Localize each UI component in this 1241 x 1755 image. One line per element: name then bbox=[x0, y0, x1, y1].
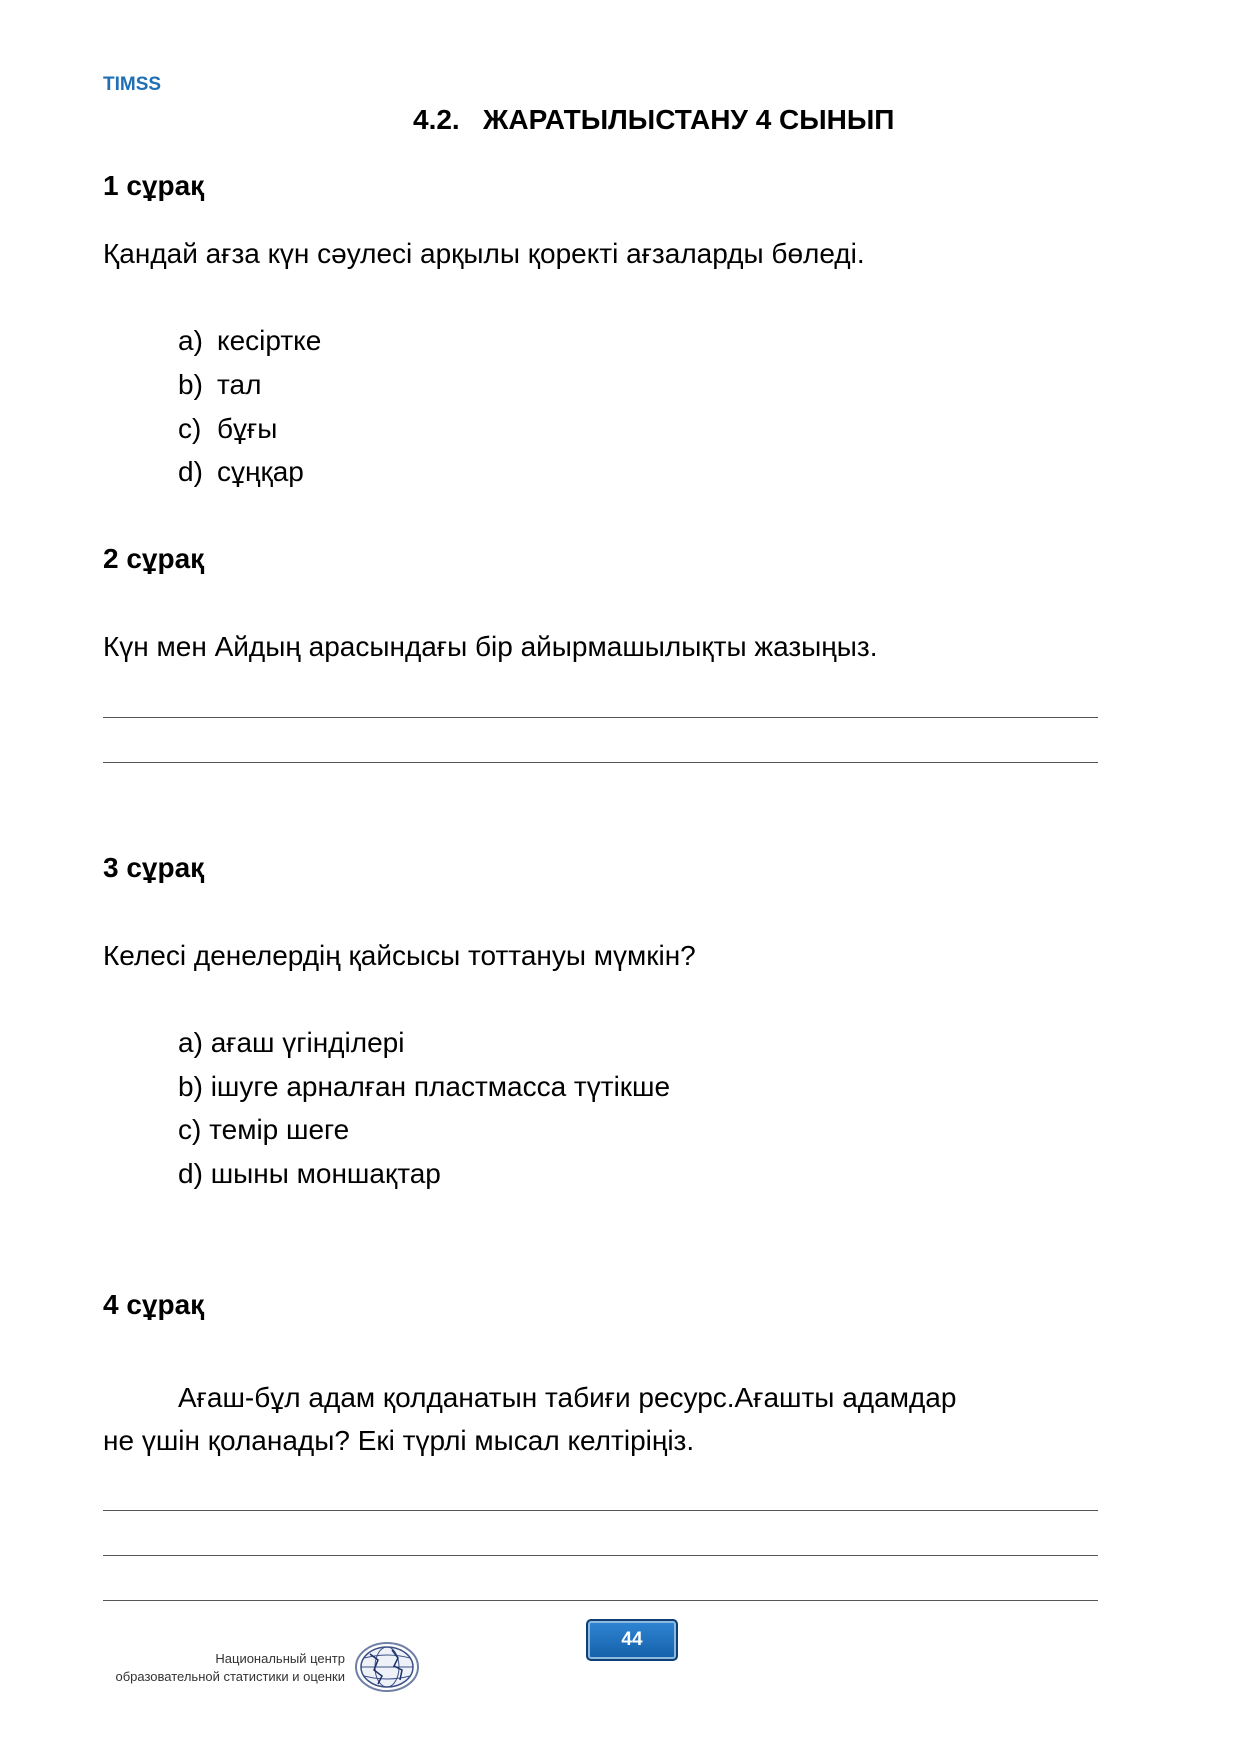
question-4-heading: 4 сұрақ bbox=[103, 1289, 205, 1320]
question-3-option-a bbox=[178, 1027, 404, 1059]
question-3-heading: 3 сұрақ bbox=[103, 852, 205, 883]
organization-name bbox=[100, 1650, 345, 1686]
brand-label: TIMSS bbox=[103, 74, 162, 95]
option-text: темір шеге bbox=[209, 1114, 350, 1145]
organization-name-line-2: образовательной статистики и оценки bbox=[115, 1669, 345, 1684]
question-2-text: Күн мен Айдың арасындағы бір айырмашылықты жазыңыз. bbox=[103, 631, 878, 662]
option-text: тал bbox=[217, 369, 262, 400]
question-1-option-a bbox=[178, 325, 321, 357]
question-4-text-line-2: не үшін қоланады? Екі түрлі мысал келтіріңіз. bbox=[103, 1425, 695, 1456]
question-3-option-c bbox=[178, 1114, 349, 1146]
answer-line bbox=[103, 1510, 1098, 1511]
option-text: ағаш үгінділері bbox=[210, 1027, 405, 1058]
option-label: d) bbox=[178, 1158, 203, 1189]
globe-logo-icon bbox=[354, 1640, 420, 1694]
question-3-option-b bbox=[178, 1071, 670, 1103]
title-number: 4.2. bbox=[413, 104, 460, 135]
option-label: b) bbox=[178, 369, 203, 400]
option-label: d) bbox=[178, 456, 203, 487]
option-text: кесіртке bbox=[217, 325, 322, 356]
question-1-text: Қандай ағза күн сәулесі арқылы қоректі ағзаларды бөледі. bbox=[103, 238, 865, 269]
option-label: c) bbox=[178, 1114, 202, 1145]
answer-line bbox=[103, 762, 1098, 763]
organization-name-line-1: Национальный центр bbox=[215, 1651, 345, 1666]
question-1-option-d bbox=[178, 456, 304, 488]
question-3-text: Келесі денелердің қайсысы тоттануы мүмкін? bbox=[103, 940, 696, 971]
question-2-heading: 2 сұрақ bbox=[103, 543, 205, 574]
answer-line bbox=[103, 717, 1098, 718]
question-1-option-b bbox=[178, 369, 261, 401]
option-text: сұңқар bbox=[217, 456, 304, 487]
option-label: c) bbox=[178, 413, 202, 444]
page-number-badge: 44 bbox=[586, 1619, 678, 1661]
question-1-option-c bbox=[178, 413, 277, 445]
option-text: ішуге арналған пластмасса түтікше bbox=[210, 1071, 671, 1102]
answer-line bbox=[103, 1600, 1098, 1601]
answer-line bbox=[103, 1555, 1098, 1556]
option-text: шыны моншақтар bbox=[210, 1158, 441, 1189]
option-text: бұғы bbox=[217, 413, 278, 444]
title-text: ЖАРАТЫЛЫСТАНУ 4 СЫНЫП bbox=[483, 104, 895, 135]
option-label: a) bbox=[178, 325, 203, 356]
page-title bbox=[413, 104, 894, 136]
question-4-text-line-1: Ағаш-бұл адам қолданатын табиғи ресурс.Ағашты адамдар bbox=[178, 1382, 957, 1413]
question-3-option-d bbox=[178, 1158, 441, 1190]
question-1-heading: 1 сұрақ bbox=[103, 170, 205, 201]
option-label: a) bbox=[178, 1027, 203, 1058]
option-label: b) bbox=[178, 1071, 203, 1102]
